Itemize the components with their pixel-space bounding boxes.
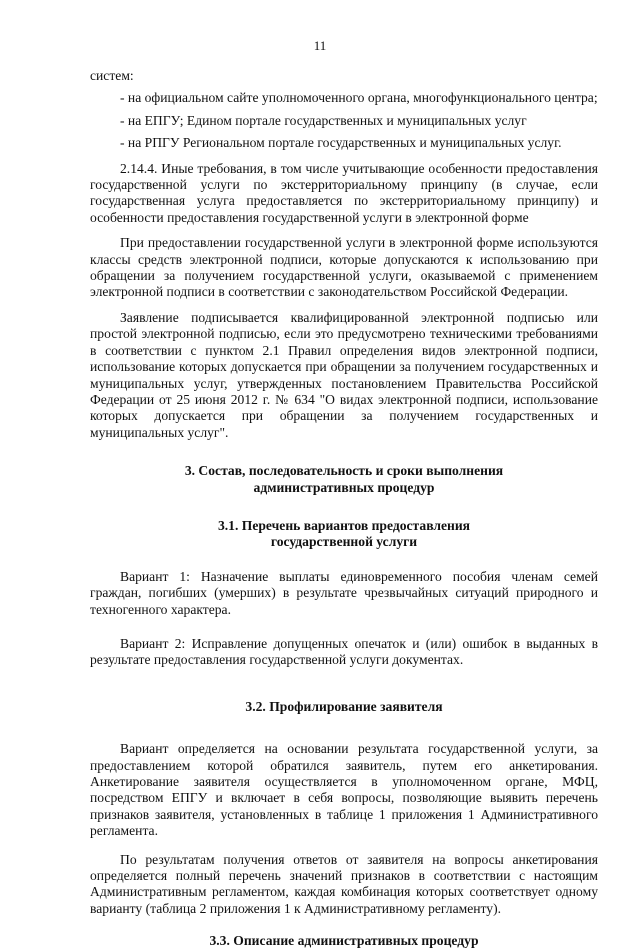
paragraph-electronic-signature: При предоставлении государственной услуги в электронной форме используются классы средств электронной подписи, которые допускаются к использованию при обращении за получением государственной услуги, оказываемой с применением электронной подписи в соответствии с законодательством Российской Федерации. — [90, 235, 598, 300]
section-3-3-title: 3.3. Описание административных процедур — [209, 933, 479, 949]
page-content — [90, 68, 598, 950]
section-3-title-line2: административных процедур — [253, 479, 435, 495]
list-item-rpgu: - на РПГУ Региональном портале государственных и муниципальных услуг. — [120, 135, 562, 151]
profiling-paragraph-2: По результатам получения ответов от заявителя на вопросы анкетирования определяется полный перечень значений признаков в соответствии с настоящим Административным регламентом, каждая комбинация которых соответствует одному варианту (таблица 2 приложения 1 к Административному регламенту). — [90, 851, 598, 916]
variant-1: Вариант 1: Назначение выплаты единовременного пособия членам семей граждан, погибших (умерших) в результате чрезвычайных ситуаций природного и техногенного характера. — [90, 568, 598, 617]
section-3-title-line1: 3. Состав, последовательность и сроки выполнения — [184, 463, 504, 479]
variant-2: Вариант 2: Исправление допущенных опечаток и (или) ошибок в выданных в результате предоставления государственной услуги документах. — [90, 635, 598, 668]
paragraph-application-signing: Заявление подписывается квалифицированной электронной подписью или простой электронной подписью, если это предусмотрено техническими требованиями в соответствии с пунктом 2.1 Правил определения видов электронной подписи, использование которых допускается при обращении за получением государственных и муниципальных услуг, утвержденных постановлением Правительства Российской Федерации от 25 июня 2012 г. № 634 "О видах электронной подписи, использование которых допускается при обращении за получением государственных и муниципальных услуг". — [90, 309, 598, 440]
list-item-epgu: - на ЕПГУ; Едином портале государственных и муниципальных услуг — [120, 112, 527, 128]
list-item-official-site: - на официальном сайте уполномоченного органа, многофункционального центра; — [120, 90, 598, 106]
section-3-1-title-line2: государственной услуги — [270, 534, 418, 550]
section-3-1-title-line1: 3.1. Перечень вариантов предоставления — [217, 517, 471, 533]
page-number: 11 — [313, 38, 327, 53]
paragraph-2-14-4: 2.14.4. Иные требования, в том числе учитывающие особенности предоставления государственной услуги по экстерриториальному принципу (в случае, если государственная услуга предоставляется по экстерриториальному принципу) и особенности предоставления государственной услуги в электронной форме — [90, 160, 598, 225]
section-3-2-title: 3.2. Профилирование заявителя — [245, 698, 443, 714]
profiling-paragraph-1: Вариант определяется на основании результата государственной услуги, за предоставлением которой обратился заявитель, путем его анкетирования. Анкетирование заявителя осуществляется в уполномоченном органе, МФЦ, посредством ЕПГУ и включает в себя вопросы, позволяющие выявить перечень признаков заявителя, установленных в таблице 1 приложения 1 Административного регламента. — [90, 741, 598, 839]
intro-lead: систем: — [90, 68, 134, 83]
